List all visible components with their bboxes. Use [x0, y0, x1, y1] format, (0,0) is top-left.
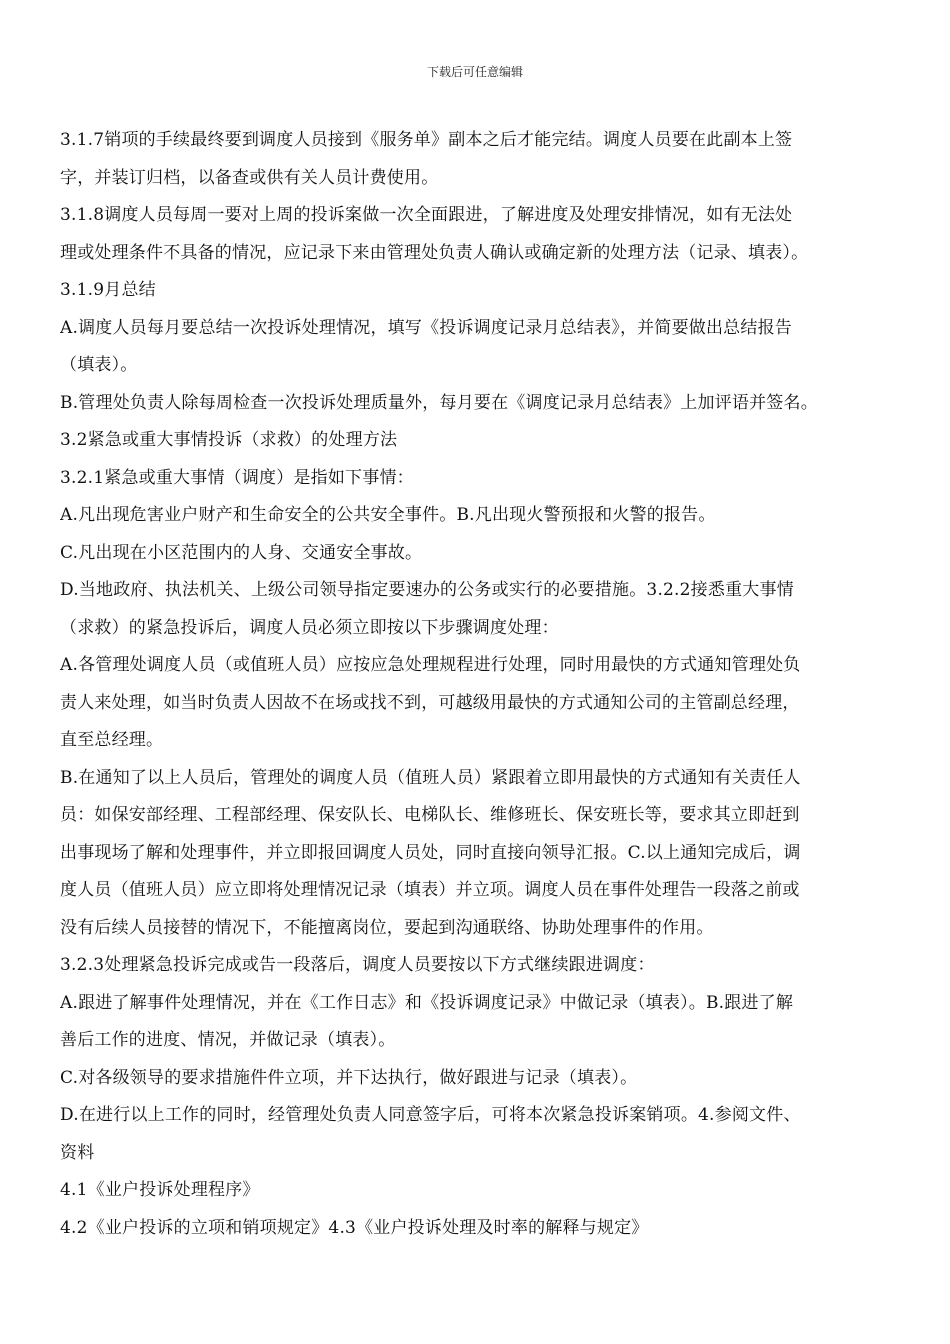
text-line: 3.1.8调度人员每周一要对上周的投诉案做一次全面跟进，了解进度及处理安排情况，如有无法处 — [60, 205, 793, 225]
page-header: 下载后可任意编辑 — [426, 65, 523, 79]
section-heading: 3.1.9月总结 — [60, 280, 156, 300]
text-line: 出事现场了解和处理事件，并立即报回调度人员处，同时直接向领导汇报。C.以上通知完成后，调 — [60, 842, 801, 863]
text-line: 善后工作的进度、情况，并做记录（填表）。 — [60, 1030, 396, 1050]
reference-item: 4.1《业户投诉处理程序》 — [60, 1180, 260, 1200]
text-line: 员：如保安部经理、工程部经理、保安队长、电梯队长、维修班长、保安班长等，要求其立即赶到 — [60, 805, 800, 825]
text-line: 理或处理条件不具备的情况，应记录下来由管理处负责人确认或确定新的处理方法（记录、填表）。 — [60, 242, 809, 263]
text-line: 没有后续人员接替的情况下，不能擅离岗位，要起到沟通联络、协助处理事件的作用。 — [60, 917, 714, 938]
text-line: 责人来处理，如当时负责人因故不在场或找不到，可越级用最快的方式通知公司的主管副总经理， — [60, 692, 800, 713]
text-line: （求救）的紧急投诉后，调度人员必须立即按以下步骤调度处理： — [60, 617, 559, 638]
text-line: D.在进行以上工作的同时，经管理处负责人同意签字后，可将本次紧急投诉案销项。4.参阅文件、 — [60, 1105, 801, 1125]
text-line: B.在通知了以上人员后，管理处的调度人员（值班人员）紧跟着立即用最快的方式通知有关责任人 — [60, 767, 801, 788]
text-line: C.凡出现在小区范围内的人身、交通安全事故。 — [60, 542, 423, 563]
text-line: 直至总经理。 — [60, 730, 164, 750]
text-line: A.凡出现危害业户财产和生命安全的公共安全事件。B.凡出现火警预报和火警的报告。 — [60, 505, 716, 525]
reference-item: 4.2《业户投诉的立项和销项规定》4.3《业户投诉处理及时率的解释与规定》 — [60, 1217, 649, 1238]
text-line: （填表）。 — [60, 355, 138, 375]
text-line: B.管理处负责人除每周检查一次投诉处理质量外，每月要在《调度记录月总结表》上加评语并签名。 — [60, 392, 818, 413]
text-line: A.调度人员每月要总结一次投诉处理情况，填写《投诉调度记录月总结表》，并简要做出总结报告 — [60, 317, 792, 338]
section-heading: 3.2紧急或重大事情投诉（求救）的处理方法 — [60, 430, 398, 450]
text-line: 资料 — [60, 1142, 95, 1163]
text-line: A.跟进了解事件处理情况，并在《工作日志》和《投诉调度记录》中做记录（填表）。B.跟进了解 — [60, 992, 794, 1013]
document-body — [60, 122, 900, 1247]
text-line: 3.1.7销项的手续最终要到调度人员接到《服务单》副本之后才能完结。调度人员要在此副本上签 — [60, 130, 793, 150]
text-line: A.各管理处调度人员（或值班人员）应按应急处理规程进行处理，同时用最快的方式通知管理处负 — [60, 655, 801, 675]
text-line: 度人员（值班人员）应立即将处理情况记录（填表）并立项。调度人员在事件处理告一段落之前或 — [60, 880, 800, 900]
text-line: D.当地政府、执法机关、上级公司领导指定要速办的公务或实行的必要措施。3.2.2接悉重大事情 — [60, 580, 794, 600]
section-heading: 3.2.3处理紧急投诉完成或告一段落后，调度人员要按以下方式继续跟进调度： — [60, 955, 655, 975]
text-line: 字，并装订归档，以备查或供有关人员计费使用。 — [60, 167, 439, 188]
text-line: C.对各级领导的要求措施件件立项，并下达执行，做好跟进与记录（填表）。 — [60, 1067, 638, 1088]
section-heading: 3.2.1紧急或重大事情（调度）是指如下事情： — [60, 467, 414, 488]
